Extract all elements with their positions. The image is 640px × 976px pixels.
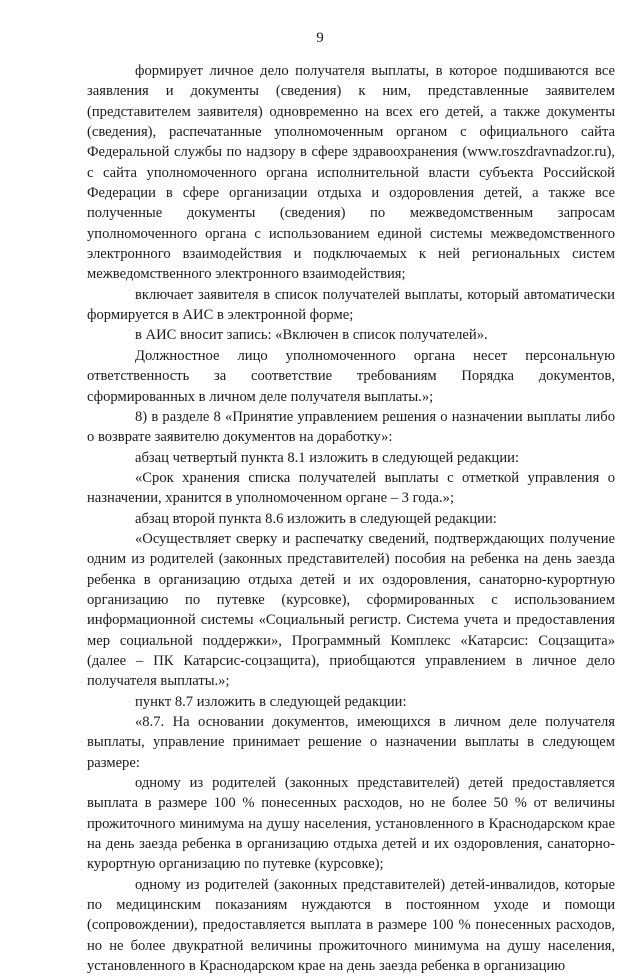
paragraph-2: включает заявителя в список получателей выплаты, который автоматически формируется в АИС в электронной форме; [87,286,615,324]
paragraph-1: формирует личное дело получателя выплаты, в которое подшиваются все заявления и документы (сведения) к ним, представленные заявителем (представителем заявителя) одновременно на всех его детей, а также документы (сведения), распечатанные уполномоченным органом с официального сайта Федеральной службы по надзору в сфере здравоохранения (www.roszdravnadzor.ru), с сайта уполномоченного органа исполнительной власти субъекта Российской Федерации в сфере организации отдыха и оздоровления детей, а также все полученные документы (сведения) по межведомственным запросам уполномоченного органа с использованием единой системы межведомственного электронного взаимодействия и подключаемых к ней региональных систем межведомственного электронного взаимодействия; [87,63,615,283]
paragraph-13: одному из родителей (законных представителей) детей-инвалидов, которые по медицинским показаниям нуждаются в постоянном уходе и помощи (сопровождении), предоставляется выплата в размере 100 % понесенных расходов, но не более двукратной величины прожиточного минимума на душу населения, установленного в Краснодарском крае на день заезда ребенка в организацию [87,876,615,975]
paragraph-5: 8) в разделе 8 «Принятие управлением решения о назначении выплаты либо о возврате заявителю документов на доработку»: [87,408,615,446]
document-body [87,61,615,976]
paragraph-11: «8.7. На основании документов, имеющихся в личном деле получателя выплаты, управление принимает решение о назначении выплаты в следующем размере: [87,714,615,771]
paragraph-4: Должностное лицо уполномоченного органа несет персональную ответственность за соответствие требованиям Порядка документов, сформированных в личном деле получателя выплаты.»; [87,347,615,405]
paragraph-7: «Срок хранения списка получателей выплаты с отметкой управления о назначении, хранится в уполномоченном органе – 3 года.»; [87,469,615,507]
paragraph-6: абзац четвертый пункта 8.1 изложить в следующей редакции: [135,449,520,466]
page-number: 9 [316,30,324,46]
paragraph-8: абзац второй пункта 8.6 изложить в следующей редакции: [135,510,497,527]
paragraph-10: пункт 8.7 изложить в следующей редакции: [135,693,407,710]
paragraph-9: «Осуществляет сверку и распечатку сведений, подтверждающих получение одним из родителей (законных представителей) пособия на ребенка на день заезда ребенка в организацию отдыха детей и их оздоровления, санаторно-курортную организацию по путевке (курсовке), сформированных с использованием информационной системы «Социальный регистр. Система учета и предоставления мер социальной поддержки», Программный Комплекс «Катарсис: Соцзащита» (далее – ПК Катарсис-соцзащита), приобщаются управлением в личное дело получателя выплаты.»; [87,530,615,690]
paragraph-12: одному из родителей (законных представителей) детей предоставляется выплата в размере 100 % понесенных расходов, но не более 50 % от величины прожиточного минимума на душу населения, установленного в Краснодарском крае на день заезда ребенка в организацию отдыха детей и их оздоровления, санаторно-курортную организацию по путевке (курсовке); [87,775,615,873]
paragraph-3: в АИС вносит запись: «Включен в список получателей». [135,327,488,344]
